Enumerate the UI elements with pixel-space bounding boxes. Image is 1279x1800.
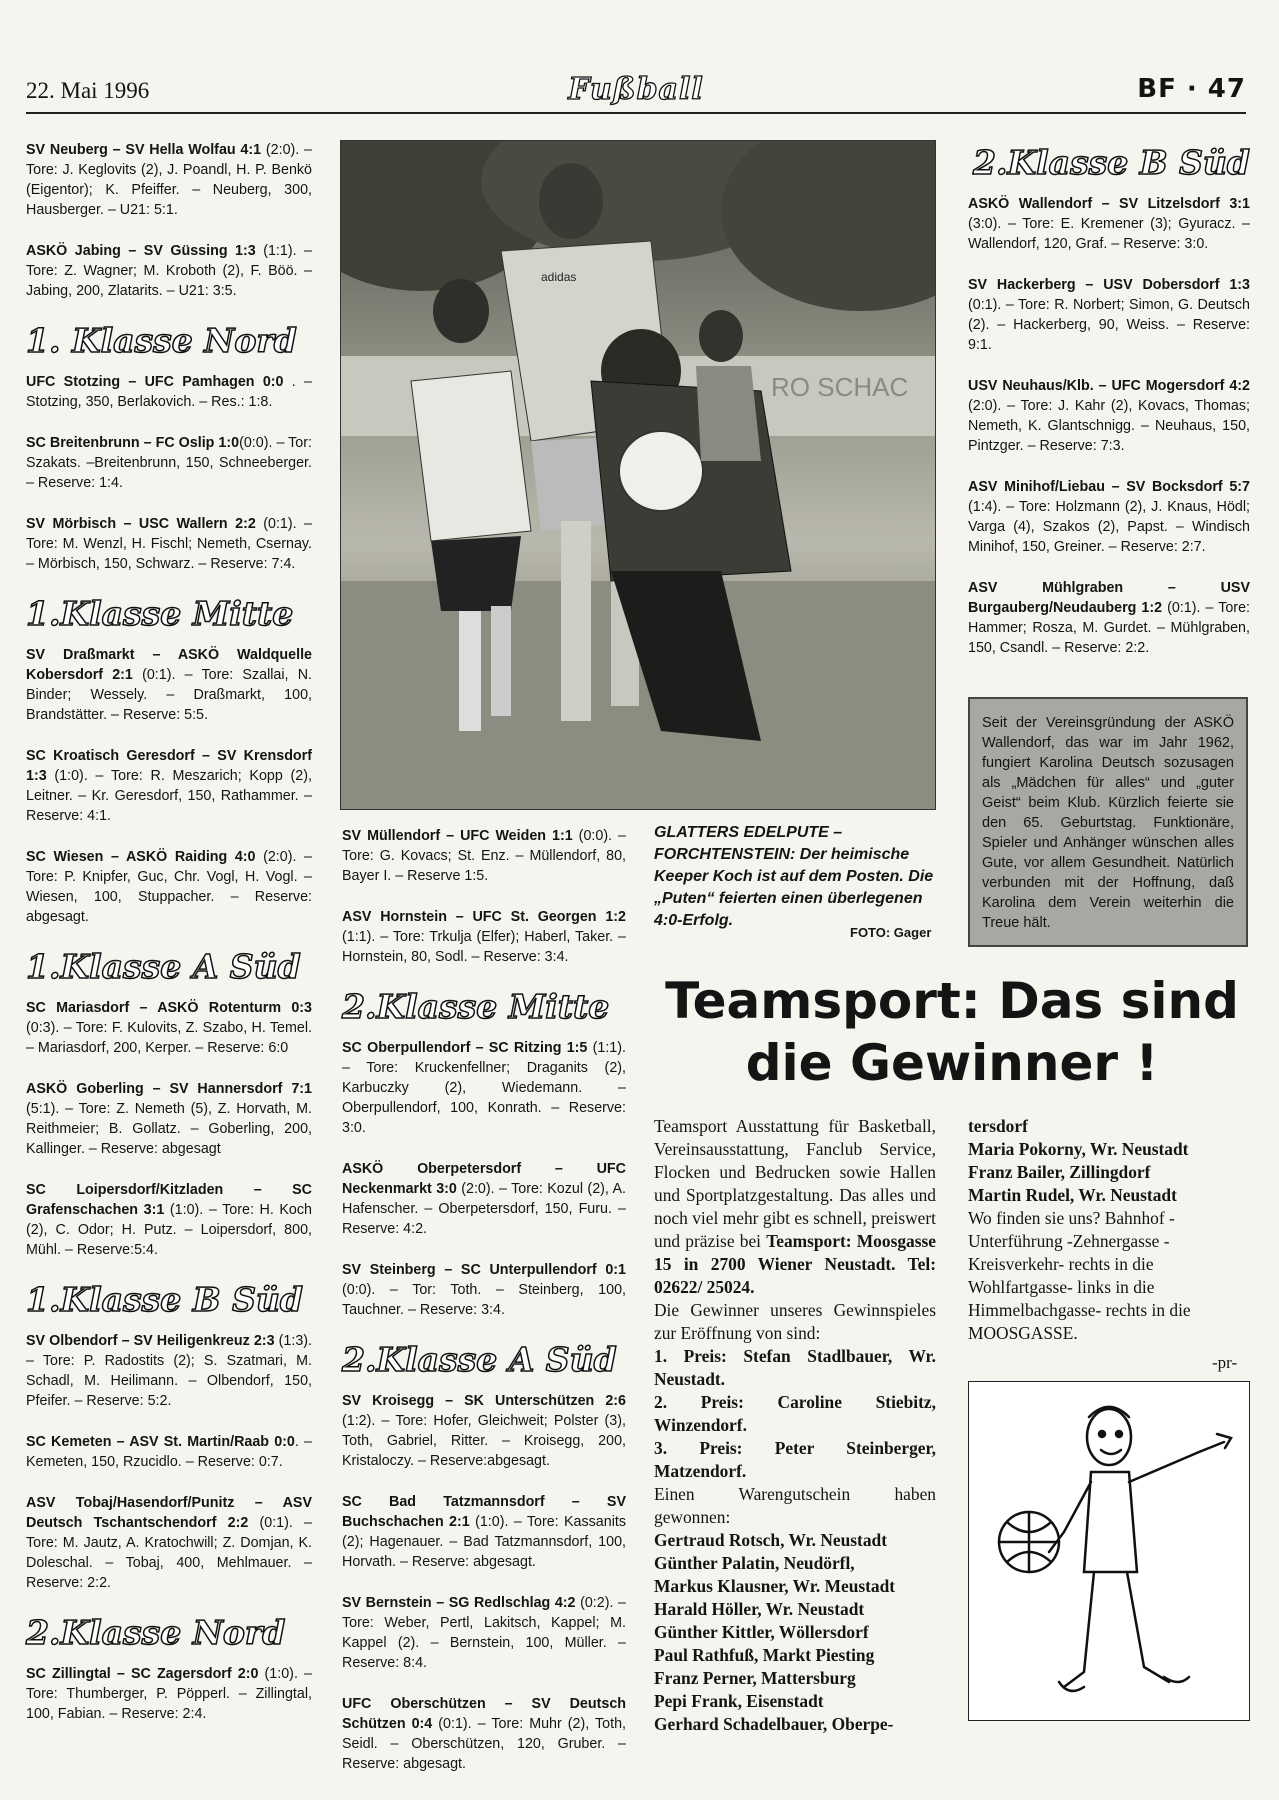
match-body: (1:2). – Tore: Hofer, Gleichweit; Polster (3), Toth, Gabriel, Ritter. – Kroisegg, 200, Kristaloczy. – Reserve:abgesagt. <box>342 1413 626 1469</box>
match-body: (0:0). – Tor: Toth. – Steinberg, 100, Tauchner. – Reserve: 3:4. <box>342 1282 626 1318</box>
match-head: ASKÖ Goberling – SV Hannersdorf 7:1 <box>26 1081 312 1097</box>
match-body: (2:0). – Tore: J. Kahr (2), Kovacs, Thomas; Nemeth, K. Glantschnigg. – Neuhaus, 150, Pintzger. – Reserve: 7:3. <box>968 398 1250 454</box>
match-head: SC Breitenbrunn – FC Oslip 1:0 <box>26 435 240 451</box>
voucher-winner: Markus Klausner, Wr. Meustadt <box>654 1576 896 1596</box>
voucher-winner: Maria Pokorny, Wr. Neustadt <box>968 1139 1189 1159</box>
league-heading: 1. Klasse Nord <box>26 321 297 360</box>
issue-date: 22. Mai 1996 <box>26 78 150 103</box>
match-result <box>26 433 312 493</box>
prize-3: 3. Preis: Peter Steinberger, Matzendorf. <box>654 1438 936 1481</box>
match-body: (0:1). – Tore: R. Norbert; Simon, G. Deutsch (2). – Hackerberg, 90, Weiss. – Reserve: 9:1. <box>968 297 1250 353</box>
match-head: SC Kemeten – ASV St. Martin/Raab 0:0 <box>26 1434 295 1450</box>
match-body: (2:0). – Tore: J. Keglovits (2), J. Poandl, H. P. Benkö (Eigentor); K. Pfeiffer. – Neuberg, 300, Hausberger. – U21: 5:1. <box>26 142 313 218</box>
match-head: SV Mörbisch – USC Wallern 2:2 <box>26 516 256 532</box>
match-result <box>342 1492 626 1572</box>
match-result <box>26 1432 312 1472</box>
match-head: SC Mariasdorf – ASKÖ Rotenturm 0:3 <box>26 1000 312 1016</box>
league-heading: 2.Klasse Nord <box>26 1613 286 1652</box>
directions-text: Wo finden sie uns? Bahnhof - Unterführung -Zehnergasse - Kreisverkehr- rechts in die Wohlfartgasse- links in die Himmelbachgasse- rechts in die MOOSGASSE. <box>968 1208 1191 1343</box>
match-head: ASV Mühlgraben – USV Burgauberg/Neudauberg 1:2 <box>968 580 1250 616</box>
match-result <box>342 1694 626 1774</box>
article-intro <box>654 1115 936 1299</box>
match-body: (0:1). – Tore: Hammer; Rosza, M. Gurdet. – Mühlgraben, 150, Csandl. – Reserve: 2:2. <box>968 600 1250 656</box>
match-body: (1:0). – Tore: R. Meszarich; Kopp (2), Leitner. – Kr. Geresdorf, 150, Rathammer. – Reserve: 4:1. <box>26 768 312 824</box>
match-head: SC Bad Tatzmannsdorf – SV Buchschachen 2:1 <box>342 1494 626 1530</box>
prize-1: 1. Preis: Stefan Stadlbauer, Wr. Neustadt. <box>654 1346 936 1389</box>
match-result <box>342 826 626 886</box>
anniversary-text: Seit der Vereinsgründung der ASKÖ Wallendorf, das war im Jahr 1962, fungiert Karolina Deutsch sozusagen als „Mädchen für alles“ und „guter Geist“ beim Klub. Kürzlich feierte sie den 65. Geburtstag. Funktionäre, Spieler und Anhänger wünschen alles Gute, vor allem Gesundheit. Natürlich verbunden mit der Hoffnung, daß Karolina dem Verein weiterhin die Treue hält. <box>982 715 1234 931</box>
match-result <box>26 645 312 725</box>
match-body: (0:2). – Tore: Weber, Pertl, Lakitsch, Kappel; M. Kappel (2). – Bernstein, 100, Müller. – Reserve: 8:4. <box>342 1595 626 1671</box>
league-heading: 2.Klasse Mitte <box>342 987 610 1026</box>
league-heading: 2.Klasse A Süd <box>342 1340 617 1379</box>
basketball-player-icon <box>969 1382 1251 1722</box>
voucher-winner: Günther Palatin, Neudörfl, <box>654 1553 855 1573</box>
match-body: (0:1). – Tore: M. Wenzl, H. Fischl; Nemeth, Csernay. – Mörbisch, 150, Schwarz. – Reserve: 7:4. <box>26 516 313 572</box>
match-body: (0:3). – Tore: F. Kulovits, Z. Szabo, H. Temel. – Mariasdorf, 200, Kerper. – Reserve: 6:0 <box>26 1020 312 1056</box>
match-head: SV Bernstein – SG Redlschlag 4:2 <box>342 1595 576 1611</box>
teamsport-article <box>654 1115 936 1736</box>
match-result <box>968 578 1250 658</box>
headline-line-2: die Gewinner ! <box>745 1034 1159 1092</box>
voucher-winner-cont: tersdorf <box>968 1116 1028 1136</box>
voucher-winner: Günther Kittler, Wöllersdorf <box>654 1622 869 1642</box>
match-head: UFC Stotzing – UFC Pamhagen 0:0 <box>26 374 284 390</box>
match-head: SV Neuberg – SV Hella Wolfau 4:1 <box>26 142 262 158</box>
league-heading: 2.Klasse B Süd <box>973 143 1250 182</box>
match-result <box>26 514 312 574</box>
match-result <box>342 1038 626 1138</box>
shirt-text: adidas <box>541 270 577 284</box>
match-result <box>26 372 312 412</box>
match-head: ASV Minihof/Liebau – SV Bocksdorf 5:7 <box>968 479 1250 495</box>
match-body: (1:0). – Tore: H. Koch (2), C. Odor; H. Putz. – Loipersdorf, 800, Mühl. – Reserve:5:4. <box>26 1202 312 1258</box>
author-signature: -pr- <box>1212 1353 1238 1372</box>
match-body: (1:3). – Tore: P. Radostits (2); S. Szatmari, M. Schadl, M. Heilimann. – Olbendorf, 150, Pfeifer. – Reserve: 5:2. <box>26 1333 312 1409</box>
match-result <box>968 275 1250 355</box>
match-head: SC Oberpullendorf – SC Ritzing 1:5 <box>342 1040 588 1056</box>
voucher-winner: Harald Höller, Wr. Neustadt <box>654 1599 865 1619</box>
match-body: . – Kemeten, 150, Rzucidlo. – Reserve: 0:7. <box>26 1434 312 1470</box>
photo-caption: GLATTERS EDELPUTE – FORCHTENSTEIN: Der heimische Keeper Koch ist auf dem Posten. Die „Puten“ feierten einen überlegenen 4:0-Erfolg. <box>654 824 934 929</box>
match-body: (0:0). – Tore: G. Kovacs; St. Enz. – Müllendorf, 80, Bayer I. – Reserve 1:5. <box>342 828 626 884</box>
results-column-2 <box>342 826 626 1795</box>
prize-2: 2. Preis: Caroline Stiebitz, Winzendorf. <box>654 1392 936 1435</box>
page-number: BF · 47 <box>1137 74 1246 104</box>
match-head: SC Loipersdorf/Kitzladen – SC Grafenschachen 3:1 <box>26 1182 312 1218</box>
results-column-1 <box>26 140 312 1745</box>
match-body: (0:0). – Tor: Szakats. –Breitenbrunn, 150, Schneeberger. – Reserve: 1:4. <box>26 435 312 491</box>
match-head: SC Wiesen – ASKÖ Raiding 4:0 <box>26 849 256 865</box>
match-head: ASV Tobaj/Hasendorf/Punitz – ASV Deutsch Tschantschendorf 2:2 <box>26 1495 312 1531</box>
teamsport-article-continued <box>968 1115 1250 1345</box>
match-result <box>26 1180 312 1260</box>
match-result <box>26 140 312 220</box>
match-head: ASV Hornstein – UFC St. Georgen 1:2 <box>342 909 626 925</box>
match-result <box>26 746 312 826</box>
page-header <box>26 70 1246 114</box>
match-head: ASKÖ Jabing – SV Güssing 1:3 <box>26 243 256 259</box>
headline-line-1: Teamsport: Das sind <box>665 972 1239 1030</box>
match-head: SC Kroatisch Geresdorf – SV Krensdorf 1:3 <box>26 748 312 784</box>
section-title: Fußball <box>568 72 704 107</box>
anniversary-box <box>968 697 1248 947</box>
voucher-winner: Pepi Frank, Eisenstadt <box>654 1691 824 1711</box>
league-heading: 1.Klasse B Süd <box>26 1280 303 1319</box>
match-head: SV Kroisegg – SK Unterschützen 2:6 <box>342 1393 626 1409</box>
voucher-winner: Martin Rudel, Wr. Neustadt <box>968 1185 1177 1205</box>
match-result <box>968 194 1250 254</box>
match-result <box>342 907 626 967</box>
match-result <box>26 998 312 1058</box>
match-body: (0:1). – Tore: M. Jautz, A. Kratochwill; Z. Domjan, K. Doleschal. – Tobaj, 400, Mehlmauer. – Reserve: 2:2. <box>26 1515 312 1591</box>
match-head: UFC Oberschützen – SV Deutsch Schützen 0:4 <box>342 1696 626 1732</box>
match-body: (3:0). – Tore: E. Kremener (3); Gyuracz. – Wallendorf, 120, Graf. – Reserve: 3:0. <box>968 216 1250 252</box>
league-heading: 1.Klasse Mitte <box>26 594 294 633</box>
match-head: SV Draßmarkt – ASKÖ Waldquelle Kobersdorf 2:1 <box>26 647 312 683</box>
voucher-winner: Gerhard Schadelbauer, Oberpe- <box>654 1714 894 1734</box>
match-result <box>26 847 312 927</box>
photo-credit: FOTO: Gager <box>850 925 932 940</box>
shop-address: Teamsport: Moosgasse 15 in 2700 Wiener Neustadt. Tel: 02622/ 25024. <box>654 1231 936 1297</box>
match-result <box>968 477 1250 557</box>
match-result <box>342 1391 626 1471</box>
match-body: (1:1). – Tore: Z. Wagner; M. Kroboth (2), F. Böö. – Jabing, 200, Zlatarits. – U21: 3:5. <box>26 243 312 299</box>
voucher-winner: Paul Rathfuß, Markt Piesting <box>654 1645 875 1665</box>
match-head: SC Zillingtal – SC Zagersdorf 2:0 <box>26 1666 259 1682</box>
match-head: ASKÖ Oberpetersdorf – UFC Neckenmarkt 3:0 <box>342 1161 626 1197</box>
teamsport-headline <box>654 970 1250 1094</box>
match-result <box>26 1331 312 1411</box>
match-result <box>26 1493 312 1593</box>
basketball-cartoon <box>968 1381 1250 1721</box>
intro-text: Teamsport Ausstattung für Basketball, Vereinsausstattung, Fanclub Service, Flocken und Bedrucken sowie Hallen und Sportplatzgestaltung. Das alles und noch viel mehr gibt es schnell, preiswert und präzise bei <box>654 1116 936 1251</box>
league-heading: 1.Klasse A Süd <box>26 947 301 986</box>
match-head: SV Hackerberg – USV Dobersdorf 1:3 <box>968 277 1250 293</box>
match-head: ASKÖ Wallendorf – SV Litzelsdorf 3:1 <box>968 196 1250 212</box>
photo-illustration <box>341 141 936 810</box>
match-result <box>342 1260 626 1320</box>
match-body: (1:0). – Tore: Thumberger, P. Pöpperl. – Zillingtal, 100, Fabian. – Reserve: 2:4. <box>26 1666 312 1722</box>
match-head: USV Neuhaus/Klb. – UFC Mogersdorf 4:2 <box>968 378 1250 394</box>
match-result <box>968 376 1250 456</box>
voucher-intro: Einen Warengutschein haben gewonnen: <box>654 1484 936 1527</box>
match-body: (1:1). – Tore: Kruckenfellner; Draganits (2), Karbuczky (2), Wiedemann. – Oberpullendorf, 100, Konrath. – Reserve: 3:0. <box>342 1040 626 1136</box>
banner-text: RO SCHAC <box>771 372 909 402</box>
match-body: (1:0). – Tore: Kassanits (2); Hagenauer. – Bad Tatzmannsdorf, 100, Horvath. – Reserve: abgesagt. <box>342 1514 627 1570</box>
voucher-winner: Franz Bailer, Zillingdorf <box>968 1162 1151 1182</box>
match-body: (2:0). – Tore: Kozul (2), A. Hafenscher. – Oberpetersdorf, 150, Furu. – Reserve: 4:2. <box>342 1181 626 1237</box>
match-head: SV Müllendorf – UFC Weiden 1:1 <box>342 828 573 844</box>
match-head: SV Olbendorf – SV Heiligenkreuz 2:3 <box>26 1333 275 1349</box>
match-body: (1:4). – Tore: Holzmann (2), J. Knaus, Hödl; Varga (4), Szakos (2), Papst. – Windisch Minihof, 150, Greiner. – Reserve: 2:7. <box>968 499 1250 555</box>
voucher-winner: Gertraud Rotsch, Wr. Neustadt <box>654 1530 888 1550</box>
match-result <box>26 1664 312 1724</box>
match-body: (0:1). – Tore: Muhr (2), Toth, Seidl. – Oberschützen, 120, Gruber. – Reserve: abgesagt. <box>342 1716 627 1772</box>
match-body: (1:1). – Tore: Trkulja (Elfer); Haberl, Taker. – Hornstein, 80, Sodl. – Reserve: 3:4. <box>342 929 626 965</box>
match-body: (5:1). – Tore: Z. Nemeth (5), Z. Horvath, M. Reithmeier; B. Gollatz. – Goberling, 200, Kallinger. – Reserve: abgesagt <box>26 1101 312 1157</box>
match-body: (0:1). – Tore: Szallai, N. Binder; Wessely. – Draßmarkt, 100, Brandstätter. – Reserve: 5:5. <box>26 667 312 723</box>
match-result <box>26 241 312 301</box>
match-body: (2:0). – Tore: P. Knipfer, Guc, Chr. Vogl, H. Vogl. – Wiesen, 100, Stuppacher. – Reserve: abgesagt. <box>26 849 312 925</box>
match-photo <box>340 140 936 810</box>
winners-intro: Die Gewinner unseres Gewinnspieles zur Eröffnung von sind: <box>654 1300 936 1343</box>
match-result <box>342 1593 626 1673</box>
match-body: . – Stotzing, 350, Berlakovich. – Res.: 1:8. <box>26 374 312 410</box>
voucher-winner: Franz Perner, Mattersburg <box>654 1668 856 1688</box>
results-column-4 <box>968 140 1250 679</box>
match-result <box>342 1159 626 1239</box>
match-result <box>26 1079 312 1159</box>
match-head: SV Steinberg – SC Unterpullendorf 0:1 <box>342 1262 626 1278</box>
